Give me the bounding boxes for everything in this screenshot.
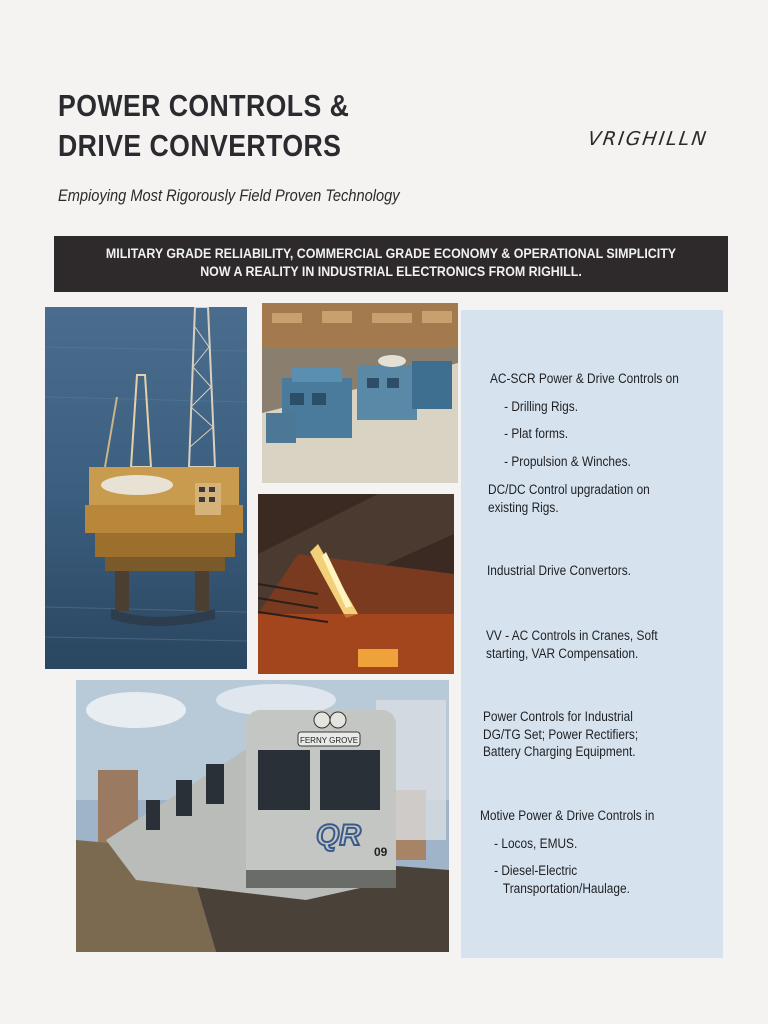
- subtitle: Empioying Most Rigorously Field Proven Technology: [58, 186, 400, 205]
- motive-heading: Motive Power & Drive Controls in: [480, 808, 655, 823]
- feature-acscr: [490, 370, 679, 470]
- train-number: 09: [374, 845, 388, 859]
- feature-motive: [480, 807, 654, 897]
- acscr-item: - Plat forms.: [504, 426, 569, 441]
- engine-room-photo: [262, 303, 458, 483]
- title-line-2: DRIVE CONVERTORS: [58, 128, 342, 163]
- vvac-line: VV - AC Controls in Cranes, Soft: [486, 628, 658, 643]
- dcdc-line: existing Rigs.: [488, 499, 559, 515]
- acscr-heading: AC-SCR Power & Drive Controls on: [490, 371, 679, 386]
- motive-item: - Diesel-Electric: [494, 863, 578, 878]
- page-title: [58, 86, 349, 166]
- feature-industrial: Industrial Drive Convertors.: [487, 563, 631, 578]
- motive-item: Transportation/Haulage.: [502, 880, 630, 896]
- steel-mill-photo: [258, 494, 454, 674]
- train-qr-logo: QR: [316, 819, 361, 852]
- feature-dcdc: [488, 481, 650, 516]
- righill-logo: VRIGHILLN: [586, 128, 710, 150]
- acscr-item: - Propulsion & Winches.: [504, 453, 631, 469]
- destination-sign: FERNY GROVE: [299, 736, 359, 745]
- banner: [54, 236, 728, 292]
- power-line: Battery Charging Equipment.: [483, 744, 636, 759]
- dcdc-line: DC/DC Control upgradation on: [488, 482, 650, 497]
- power-line: Power Controls for Industrial: [483, 709, 633, 724]
- motive-item: - Locos, EMUS.: [494, 835, 578, 851]
- title-line-1: POWER CONTROLS &: [58, 88, 350, 123]
- oil-platform-photo: [45, 307, 247, 669]
- banner-line-2: NOW A REALITY IN INDUSTRIAL ELECTRONICS FROM RIGHILL.: [200, 264, 582, 279]
- banner-line-1: MILITARY GRADE RELIABILITY, COMMERCIAL GRADE ECONOMY & OPERATIONAL SIMPLICITY: [105, 246, 677, 261]
- acscr-item: - Drilling Rigs.: [504, 398, 579, 414]
- feature-power: [483, 708, 638, 761]
- power-line: DG/TG Set; Power Rectifiers;: [483, 726, 639, 742]
- train-photo: [76, 680, 449, 952]
- vvac-line: starting, VAR Compensation.: [486, 645, 639, 661]
- feature-vvac: [486, 627, 658, 662]
